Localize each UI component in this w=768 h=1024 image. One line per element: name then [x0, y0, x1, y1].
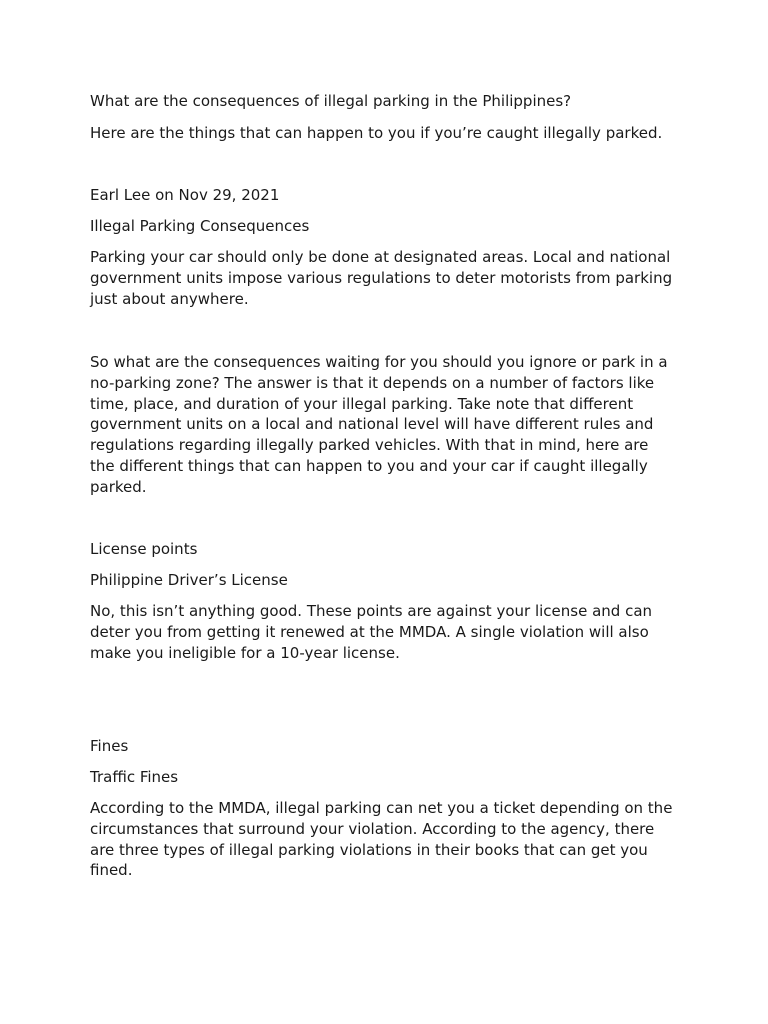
paragraph-line: just about anywhere.	[90, 289, 249, 308]
image-caption-drivers-license: Philippine Driver’s License	[90, 571, 288, 589]
paragraph-line: no-parking zone? The answer is that it depends on a number of factors like	[90, 373, 655, 392]
paragraph-line: No, this isn’t anything good. These points are against your license and can	[90, 602, 653, 620]
fines-paragraph	[90, 798, 690, 881]
intro-paragraph	[90, 247, 690, 309]
article-subtitle: Here are the things that can happen to you if you’re caught illegally parked.	[90, 124, 663, 142]
section-heading-fines: Fines	[90, 737, 129, 755]
license-points-paragraph	[90, 601, 690, 663]
paragraph-line: According to the MMDA, illegal parking can net you a ticket depending on the	[90, 799, 673, 817]
image-caption-illegal-parking: Illegal Parking Consequences	[90, 217, 310, 235]
byline: Earl Lee on Nov 29, 2021	[90, 186, 280, 204]
article-question: What are the consequences of illegal parking in the Philippines?	[90, 92, 572, 110]
section-heading-license-points: License points	[90, 540, 198, 558]
paragraph-line: regulations regarding illegally parked vehicles. With that in mind, here are	[90, 436, 649, 455]
paragraph-line: deter you from getting it renewed at the MMDA. A single violation will also	[90, 622, 649, 641]
paragraph-line: government units on a local and national level will have different rules and	[90, 415, 654, 434]
paragraph-line: the different things that can happen to you and your car if caught illegally	[90, 456, 648, 475]
paragraph-line: government units impose various regulations to deter motorists from parking	[90, 268, 673, 287]
paragraph-line: are three types of illegal parking violations in their books that can get you	[90, 840, 648, 859]
paragraph-line: parked.	[90, 477, 147, 496]
paragraph-line: make you ineligible for a 10-year license.	[90, 643, 400, 662]
paragraph-line: circumstances that surround your violation. According to the agency, there	[90, 819, 655, 838]
image-caption-traffic-fines: Traffic Fines	[90, 768, 179, 786]
paragraph-line: So what are the consequences waiting for you should you ignore or park in a	[90, 353, 668, 371]
paragraph-line: fined.	[90, 861, 133, 880]
paragraph-line: Parking your car should only be done at designated areas. Local and national	[90, 248, 671, 266]
paragraph-line: time, place, and duration of your illegal parking. Take note that different	[90, 394, 634, 413]
body-paragraph	[90, 352, 690, 498]
